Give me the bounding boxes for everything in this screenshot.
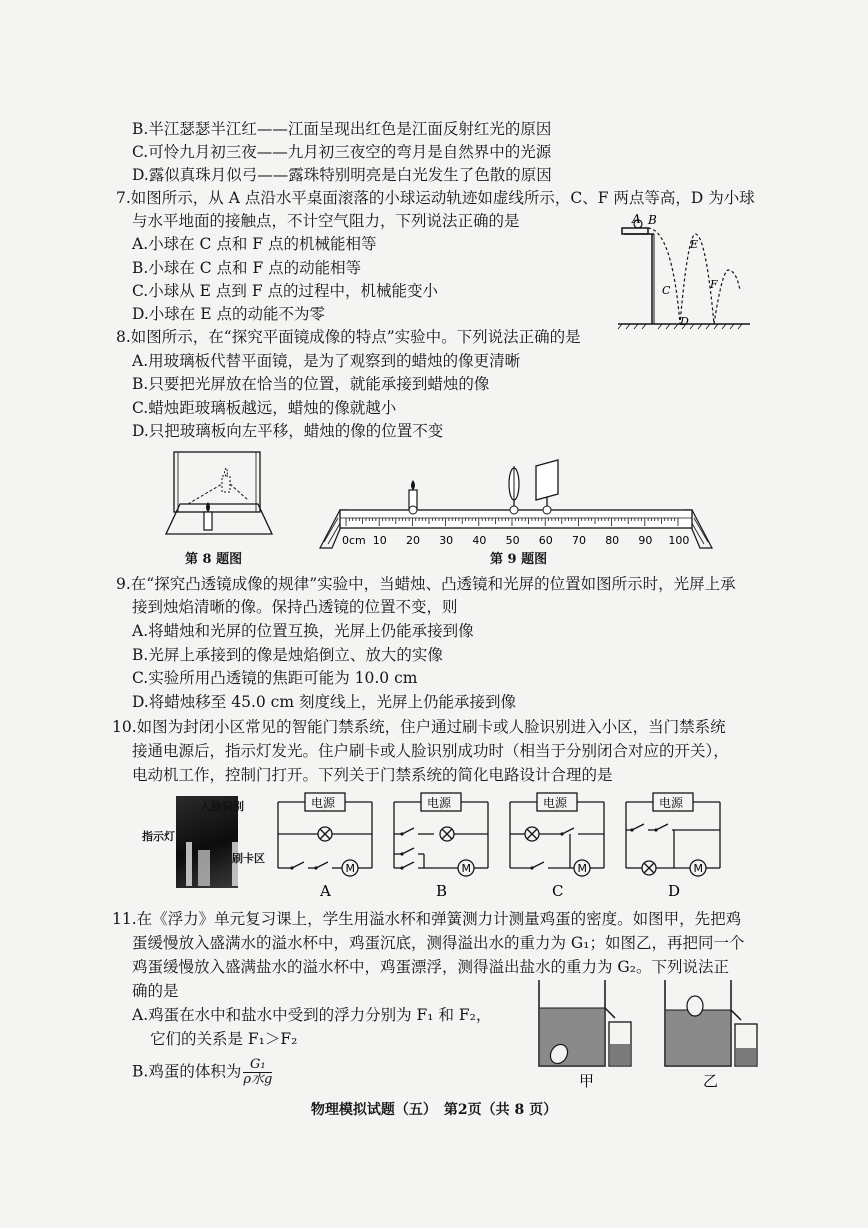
motor-label: M xyxy=(693,862,703,875)
q11-option-a-line1: A.鸡蛋在水中和盐水中受到的浮力分别为 F₁ 和 F₂， xyxy=(132,1006,492,1024)
q7-trajectory-figure xyxy=(614,212,754,332)
switch-blade xyxy=(292,862,304,868)
q10-stem-line2: 接通电源后，指示灯发光。住户刷卡或人脸识别成功时（相当于分别闭合对应的开关）， xyxy=(132,742,729,760)
q6-option-b: B.半江瑟瑟半江红——江面呈现出红色是江面反射红光的原因 xyxy=(132,120,552,138)
circuit-option-label: B xyxy=(436,882,448,900)
power-label: 电源 xyxy=(311,796,336,810)
power-label: 电源 xyxy=(659,796,684,810)
q10-circuit-options xyxy=(276,790,736,900)
q7-label-d: D xyxy=(680,315,689,328)
power-label: 电源 xyxy=(427,796,452,810)
q7-stem-line1: 7.如图所示，从 A 点沿水平桌面滚落的小球运动轨迹如虚线所示，C、F 两点等高，D 为小球 xyxy=(116,189,755,207)
ruler-label: 40 xyxy=(472,534,487,547)
ruler-label: 20 xyxy=(406,534,420,547)
q8-mirror-figure xyxy=(152,448,282,543)
ruler-label: 80 xyxy=(605,534,620,547)
q11-option-b-fraction xyxy=(243,1058,272,1087)
q8-option-c: C.蜡烛距玻璃板越远，蜡烛的像就越小 xyxy=(132,399,397,417)
q11-stem-line3: 鸡蛋缓慢放入盛满盐水的溢水杯中，鸡蛋漂浮，测得溢出盐水的重力为 G₂。下列说法正 xyxy=(132,958,730,976)
switch-blade xyxy=(402,848,414,854)
q9-caption: 第 9 题图 xyxy=(490,552,548,567)
q11-stem-line2: 蛋缓慢放入盛满水的溢水杯中，鸡蛋沉底，测得溢出水的重力为 G₁；如图乙，再把同一个 xyxy=(132,934,745,952)
q9-option-a: A.将蜡烛和光屏的位置互换，光屏上仍能承接到像 xyxy=(132,622,474,640)
ruler-label: 10 xyxy=(372,534,387,547)
q6-option-d: D.露似真珠月似弓——露珠特别明亮是白光发生了色散的原因 xyxy=(132,166,552,184)
q7-option-c: C.小球从 E 点到 F 点的过程中，机械能变小 xyxy=(132,282,439,300)
q10-label-indicator: 指示灯 xyxy=(142,830,175,843)
q11-option-b-text: B.鸡蛋的体积为 xyxy=(132,1062,242,1081)
q7-option-b: B.小球在 C 点和 F 点的动能相等 xyxy=(132,259,362,277)
q7-label-f: F xyxy=(710,278,718,291)
ruler-label: 50 xyxy=(505,534,520,547)
q11-fig-yi-label: 乙 xyxy=(703,1072,719,1090)
q6-option-c: C.可怜九月初三夜——九月初三夜空的弯月是自然界中的光源 xyxy=(132,143,552,161)
q11-option-b xyxy=(132,1058,272,1087)
q7-label-c: C xyxy=(662,284,671,297)
q9-option-d: D.将蜡烛移至 45.0 cm 刻度线上，光屏上仍能承接到像 xyxy=(132,693,516,711)
q11-fig-jia-label: 甲 xyxy=(579,1072,595,1090)
ruler-label: 30 xyxy=(439,534,454,547)
switch-blade xyxy=(656,824,668,830)
q9-optical-bench xyxy=(318,460,718,550)
ruler-label: 0cm xyxy=(342,534,366,547)
q11-option-a-line2: 它们的关系是 F₁＞F₂ xyxy=(150,1030,298,1048)
q7-label-a: A xyxy=(632,212,641,226)
q11-stem-line4: 确的是 xyxy=(132,982,179,1000)
q10-photo-stripe xyxy=(186,842,238,886)
q7-label-b: B xyxy=(648,213,657,227)
q8-caption: 第 8 题图 xyxy=(185,552,243,567)
circuit-option-label: D xyxy=(668,882,681,900)
q9-stem-line1: 9.在“探究凸透镜成像的规律”实验中，当蜡烛、凸透镜和光屏的位置如图所示时，光屏上承 xyxy=(116,575,736,593)
q10-stem-line1: 10.如图为封闭小区常见的智能门禁系统，住户通过刷卡或人脸识别进入小区，当门禁系统 xyxy=(112,718,726,736)
ruler-label: 70 xyxy=(572,534,586,547)
q7-option-a: A.小球在 C 点和 F 点的机械能相等 xyxy=(132,235,377,253)
circuit-option-label: A xyxy=(320,882,331,900)
q10-stem-line3: 电动机工作，控制门打开。下列关于门禁系统的简化电路设计合理的是 xyxy=(132,766,613,784)
circuit-option-label: C xyxy=(552,882,564,900)
q11-frac-numerator: G₁ xyxy=(243,1058,272,1073)
power-label: 电源 xyxy=(543,796,568,810)
motor-label: M xyxy=(345,862,355,875)
q9-option-c: C.实验所用凸透镜的焦距可能为 10.0 cm xyxy=(132,669,418,687)
switch-blade xyxy=(402,828,414,834)
q8-option-a: A.用玻璃板代替平面镜，是为了观察到的蜡烛的像更清晰 xyxy=(132,352,521,370)
q9-stem-line2: 接到烛焰清晰的像。保持凸透镜的位置不变，则 xyxy=(132,598,458,616)
motor-label: M xyxy=(577,862,587,875)
q11-frac-denominator: ρ水g xyxy=(243,1072,273,1087)
q10-photo-stripe2 xyxy=(198,850,210,886)
switch-blade xyxy=(632,824,644,830)
q10-label-card: 刷卡区 xyxy=(232,852,265,865)
switch-blade xyxy=(532,862,544,868)
switch-blade xyxy=(402,862,414,868)
ruler-label: 100 xyxy=(668,534,690,547)
ruler-label: 90 xyxy=(638,534,653,547)
q8-option-b: B.只要把光屏放在恰当的位置，就能承接到蜡烛的像 xyxy=(132,375,490,393)
q8-stem: 8.如图所示，在“探究平面镜成像的特点”实验中。下列说法正确的是 xyxy=(116,328,581,346)
q7-stem-line2: 与水平地面的接触点，不计空气阻力，下列说法正确的是 xyxy=(132,212,520,230)
q8-option-d: D.只把玻璃板向左平移，蜡烛的像的位置不变 xyxy=(132,422,444,440)
q7-option-d: D.小球在 E 点的动能不为零 xyxy=(132,305,325,323)
q9-option-b: B.光屏上承接到的像是烛焰倒立、放大的实像 xyxy=(132,646,443,664)
q11-overflow-cups-figure xyxy=(535,978,775,1088)
ruler-label: 60 xyxy=(538,534,553,547)
q7-label-e: E xyxy=(690,238,699,251)
q10-label-face: 人脸识别 xyxy=(200,800,244,813)
q11-stem-line1: 11.在《浮力》单元复习课上，学生用溢水杯和弹簧测力计测量鸡蛋的密度。如图甲，先把鸡 xyxy=(112,910,742,928)
switch-blade xyxy=(562,828,574,834)
switch-blade xyxy=(316,862,328,868)
motor-label: M xyxy=(461,862,471,875)
page-footer: 物理模拟试题（五） 第2页（共 8 页） xyxy=(310,1102,558,1118)
